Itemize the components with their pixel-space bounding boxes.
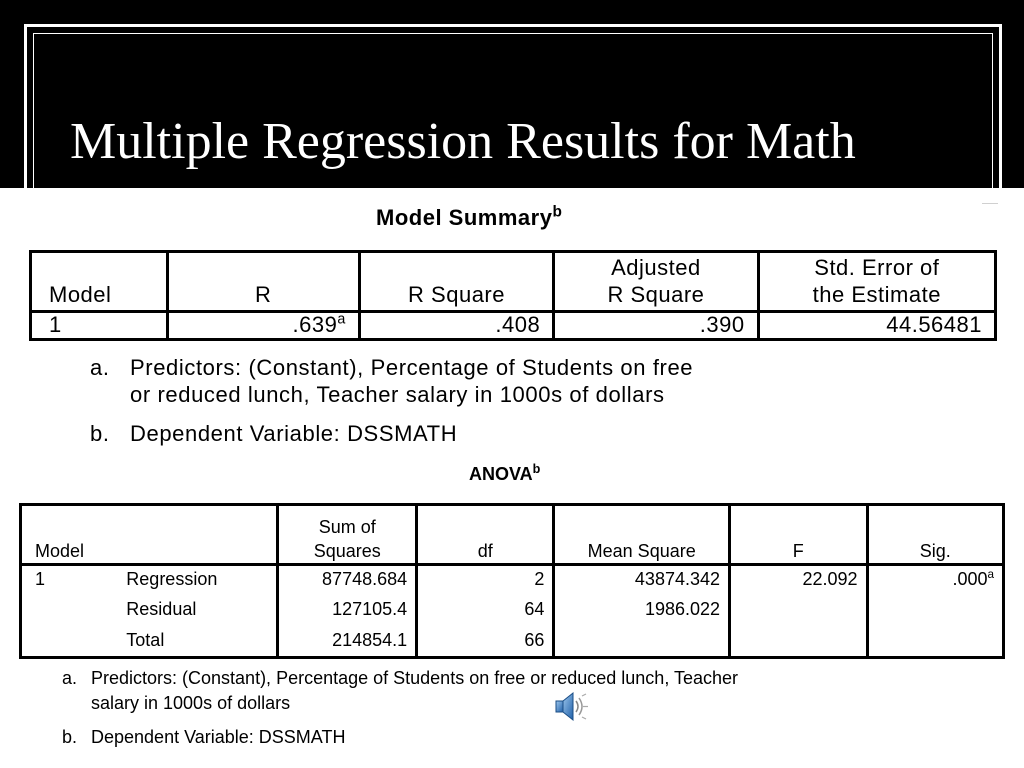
anova-cell-df: 2 — [417, 565, 554, 596]
anova-cell-model — [21, 627, 119, 658]
anova-note-a-line1: Predictors: (Constant), Percentage of Students on free or reduced lunch, Teacher — [91, 668, 739, 688]
model-summary-caption — [376, 205, 562, 231]
anova-caption — [469, 464, 540, 485]
ms-header-adj-line1: Adjusted — [611, 255, 701, 280]
model-summary-row — [31, 312, 996, 340]
anova-cell-sig — [867, 596, 1003, 627]
anova-cell-sig — [867, 627, 1003, 658]
model-summary-caption-sup: b — [552, 203, 563, 221]
anova-caption-sup: b — [532, 462, 541, 476]
ms-header-r — [167, 252, 359, 312]
ms-cell-r — [167, 312, 359, 340]
anova-cell-model — [21, 596, 119, 627]
anova-notes — [62, 666, 738, 750]
ms-header-se-line1: Std. Error of — [814, 255, 940, 280]
ms-cell-r-square: .408 — [359, 312, 553, 340]
model-summary-notes — [90, 354, 693, 447]
slide-title: Multiple Regression Results for Math — [70, 113, 856, 170]
anova-cell-sig-sup: a — [987, 568, 994, 581]
anova-cell-source: Residual — [126, 598, 197, 619]
anova-cell-sum-of-squares: 87748.684 — [278, 565, 417, 596]
ms-note-a-line1: Predictors: (Constant), Percentage of Students on free — [130, 355, 694, 380]
anova-cell-model: 1 — [21, 565, 119, 596]
anova-cell-sum-of-squares: 214854.1 — [278, 627, 417, 658]
anova-header-mean-square: Mean Square — [554, 505, 730, 565]
anova-header-ss-line2: Squares — [313, 541, 381, 561]
frame-divider — [982, 203, 998, 204]
ms-note-a-label: a. — [90, 355, 110, 380]
anova-note-a-line2: salary in 1000s of dollars — [91, 693, 291, 713]
anova-note-a — [62, 666, 738, 716]
anova-note-b-line1: Dependent Variable: DSSMATH — [91, 727, 346, 747]
anova-row-total — [21, 627, 1004, 658]
anova-cell-f — [730, 627, 868, 658]
model-summary-caption-text: Model Summary — [376, 205, 553, 230]
ms-header-r-square-text: R Square — [408, 282, 505, 307]
model-summary-table — [29, 250, 997, 341]
anova-header-row — [21, 505, 1004, 565]
ms-header-adj-line2: R Square — [607, 282, 705, 307]
anova-cell-sum-of-squares: 127105.4 — [278, 596, 417, 627]
ms-cell-r-value: .639 — [292, 312, 338, 337]
ms-header-r-square — [359, 252, 553, 312]
ms-cell-r-sup: a — [337, 311, 346, 328]
ms-header-model — [31, 252, 168, 312]
anova-table — [19, 503, 1005, 659]
ms-cell-adjusted-r-square: .390 — [554, 312, 758, 340]
anova-row-regression — [21, 565, 1004, 596]
speaker-icon[interactable] — [553, 689, 589, 725]
anova-cell-f: 22.092 — [730, 565, 868, 596]
ms-note-b-line1: Dependent Variable: DSSMATH — [130, 421, 458, 446]
anova-cell-df: 64 — [417, 596, 554, 627]
anova-cell-source: Total — [126, 629, 165, 650]
ms-header-adjusted-r-square — [554, 252, 758, 312]
anova-header-sum-of-squares — [278, 505, 417, 565]
ms-header-std-error — [758, 252, 995, 312]
ms-note-a — [90, 354, 693, 408]
anova-cell-df: 66 — [417, 627, 554, 658]
anova-cell-source: Regression — [118, 565, 278, 596]
anova-caption-text: ANOVA — [469, 464, 533, 484]
ms-header-se-line2: the Estimate — [812, 282, 941, 307]
anova-header-sig: Sig. — [867, 505, 1003, 565]
anova-note-b-label: b. — [62, 727, 78, 747]
anova-row-residual — [21, 596, 1004, 627]
anova-cell-mean-square: 43874.342 — [554, 565, 730, 596]
anova-header-source — [118, 505, 278, 565]
anova-header-ss-line1: Sum of — [318, 517, 376, 537]
anova-cell-mean-square — [554, 627, 730, 658]
anova-header-model: Model — [35, 541, 85, 561]
anova-cell-f — [730, 596, 868, 627]
anova-note-a-label: a. — [62, 668, 78, 688]
ms-header-r-text: R — [255, 282, 272, 307]
anova-header-df: df — [417, 505, 554, 565]
ms-note-b — [90, 420, 693, 447]
ms-note-b-label: b. — [90, 421, 110, 446]
anova-cell-sig — [867, 565, 1003, 596]
anova-note-b — [62, 725, 738, 750]
model-summary-header-row — [31, 252, 996, 312]
ms-note-a-line2: or reduced lunch, Teacher salary in 1000s of dollars — [130, 382, 665, 407]
ms-header-model-text: Model — [49, 282, 112, 307]
anova-cell-mean-square: 1986.022 — [554, 596, 730, 627]
ms-cell-std-error: 44.56481 — [758, 312, 995, 340]
anova-cell-sig-value: .000 — [952, 569, 988, 589]
ms-cell-model: 1 — [31, 312, 168, 340]
anova-header-f: F — [730, 505, 868, 565]
